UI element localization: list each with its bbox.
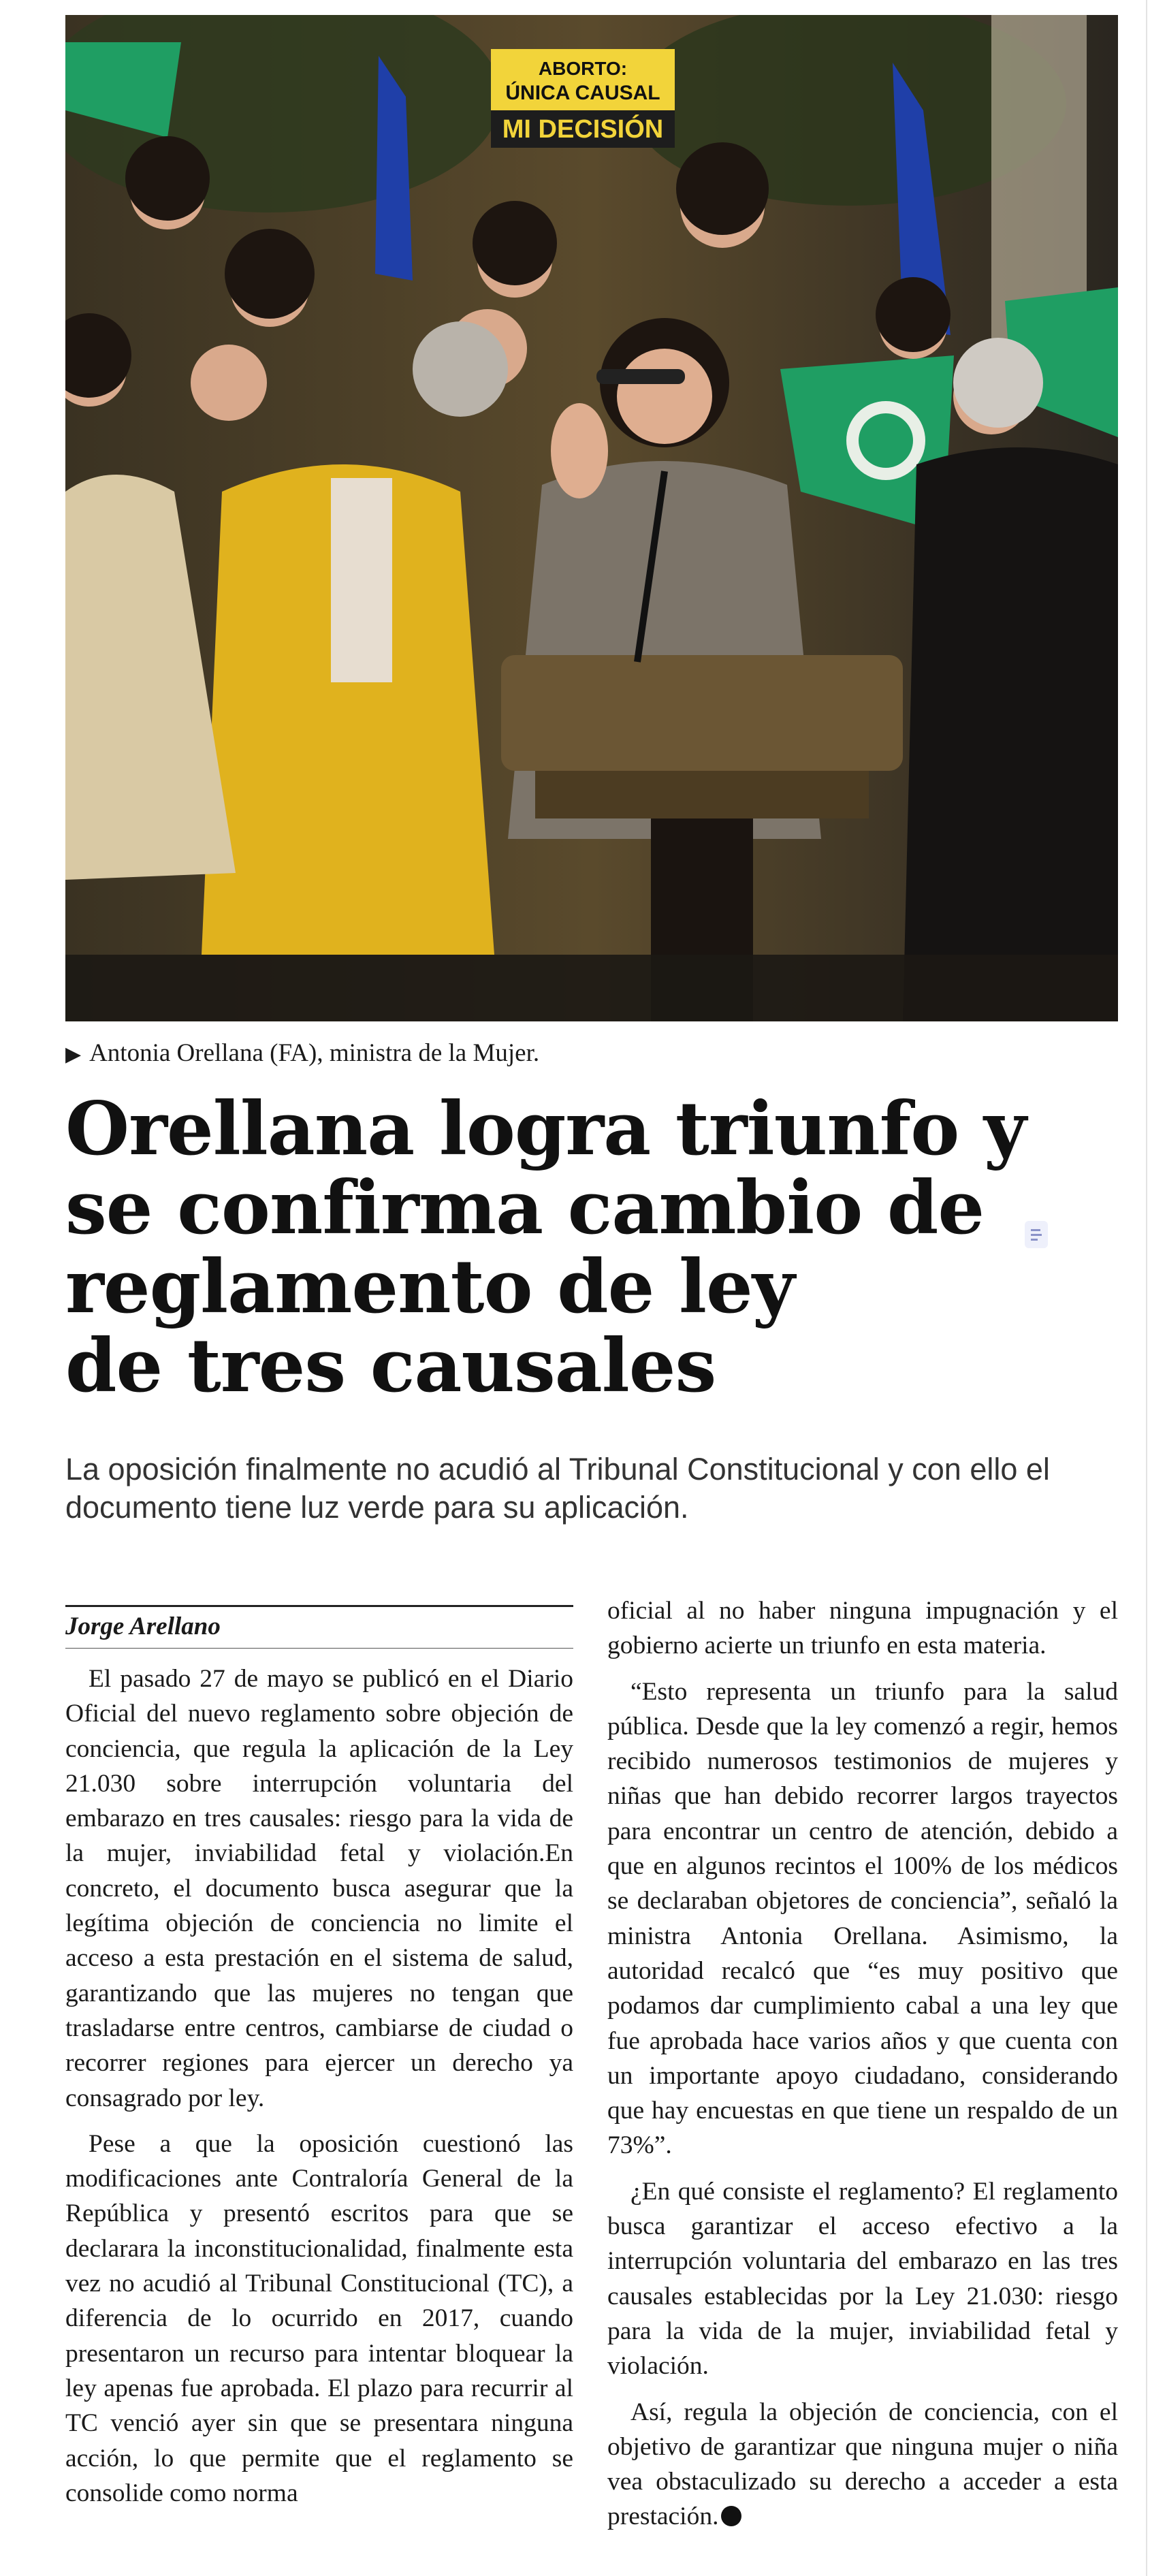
body-paragraph: oficial al no haber ninguna impugnación y el gobierno acierte un triunfo en esta materia. <box>607 1597 1118 1660</box>
body-paragraph <box>607 2395 1118 2534</box>
body-paragraph: El pasado 27 de mayo se publicó en el Diario Oficial del nuevo reglamento sobre objeción de conciencia, que regula la aplicación de la Ley 21.030 sobre interrupción voluntaria del embarazo en tres causales: riesgo para la vida de la mujer, inviabilidad fetal y violación.En concreto, el documento busca asegurar que la legítima objeción de conciencia no limite el acceso a esta prestación en el sistema de salud, garantizando que las mujeres no tengan que trasladarse entre centros, cambiarse de ciudad o recorrer regiones para ejercer un derecho ya consagrado por ley. <box>65 1665 573 2112</box>
end-mark-icon <box>721 2506 741 2526</box>
headline-line: de tres causales <box>65 1323 716 1409</box>
article-headline <box>65 1086 1114 1409</box>
protest-sign <box>491 49 675 148</box>
article-photo <box>65 15 1118 1021</box>
byline-rule <box>65 1605 573 1607</box>
svg-text:ÚNICA CAUSAL: ÚNICA CAUSAL <box>505 82 660 104</box>
photo-caption <box>65 1038 539 1068</box>
deck-line: documento tiene luz verde para su aplicación. <box>65 1490 689 1525</box>
page-edge-rule <box>1146 0 1147 2576</box>
headline-line: Orellana logra triunfo y <box>65 1086 1026 1172</box>
headline-line: reglamento de ley <box>65 1244 795 1330</box>
body-column-1 <box>65 1661 573 2511</box>
body-paragraph: ¿En qué consiste el reglamento? El reglamento busca garantizar el acceso efectivo a la interrupción voluntaria del embarazo en las tres causales establecidas por la Ley 21.030: riesgo para la vida de la mujer, inviabilidad fetal y violación. <box>607 2177 1118 2381</box>
article-deck <box>65 1450 1128 1527</box>
body-column-2 <box>607 1593 1118 2534</box>
svg-text:MI DECISIÓN: MI DECISIÓN <box>502 115 664 144</box>
svg-text:ABORTO:: ABORTO: <box>538 58 628 79</box>
body-paragraph: “Esto representa un triunfo para la salud pública. Desde que la ley comenzó a regir, hemos recibido numerosos testimonios de mujeres y niñas que han debido recorrer largos trayectos para encontrar un centro de atención, debido a que en algunos recintos el 100% de los médicos se declaraban objetores de conciencia”, señaló la ministra Antonia Orellana. Asimismo, la autoridad recalcó que “es muy positivo que podamos dar cumplimiento cabal a una ley que fue aprobada hace varios años y que cuenta con un importante apoyo ciudadano, considerando que hay encuestas en que tiene un respaldo de un 73%”. <box>607 1677 1118 2160</box>
body-paragraph: Pese a que la oposición cuestionó las modificaciones ante Contraloría General de la República y presentó escritos para que se declarara la inconstitucionalidad, finalmente esta vez no acudió al Tribunal Constitucional (TC), a diferencia de lo ocurrido en 2017, cuando presentaron un recurso para intentar bloquear la ley apenas fue aprobada. El plazo para recurrir al TC venció ayer sin que se presentara ninguna acción, lo que permite que el reglamento se consolide como norma <box>65 2129 573 2507</box>
body-paragraph-text: Así, regula la objeción de conciencia, con el objetivo de garantizar que ninguna mujer o niña vea obstaculizado su derecho a acceder a esta prestación. <box>607 2398 1118 2531</box>
deck-line: La oposición finalmente no acudió al Tribunal Constitucional y con ello el <box>65 1452 1050 1486</box>
byline: Jorge Arellano <box>65 1612 221 1640</box>
note-icon[interactable] <box>1025 1221 1048 1248</box>
caption-marker: ▶ <box>65 1043 82 1066</box>
caption-text: Antonia Orellana (FA), ministra de la Mujer. <box>89 1039 540 1067</box>
byline-rule <box>65 1648 573 1649</box>
headline-line: se confirma cambio de <box>65 1165 985 1251</box>
